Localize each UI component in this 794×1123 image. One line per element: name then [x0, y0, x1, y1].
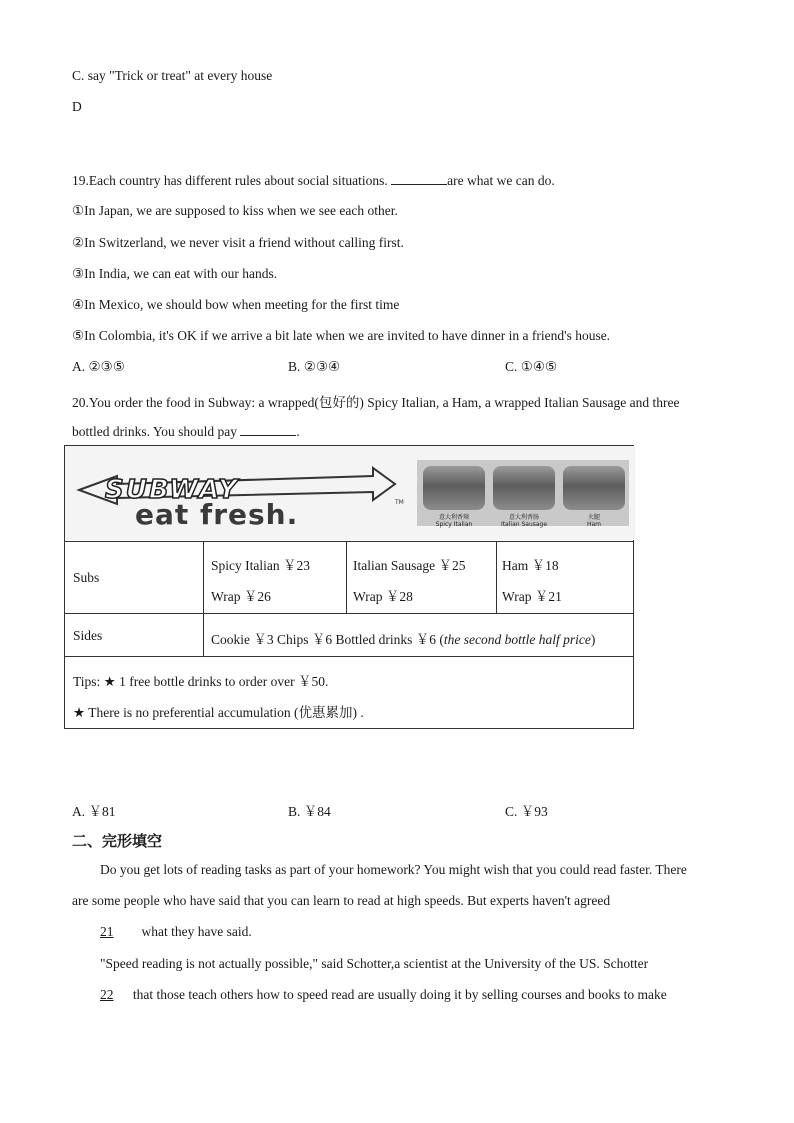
passage-p1-line3 — [72, 924, 252, 940]
q19-item-2: ②In Switzerland, we never visit a friend without calling first. — [72, 235, 404, 250]
caption-ham: 火腿 Ham — [586, 514, 602, 528]
q20-option-b: B. ￥84 — [288, 804, 331, 819]
passage-p1-line2: are some people who have said that you can learn to read at high speeds. But experts haven't agreed — [72, 893, 611, 908]
subs-label: Subs — [73, 570, 100, 585]
caption-spicy-italian: 意大利香辣 Spicy Italian — [435, 514, 473, 528]
sides-label: Sides — [73, 628, 103, 643]
sides-note: the second bottle half price — [443, 632, 591, 647]
caption-italian-sausage: 意大利香肠 Italian Sausage — [500, 514, 548, 528]
blank-21: 21 — [100, 924, 114, 939]
q20-stem-line2 — [72, 423, 300, 440]
subway-menu-table — [64, 445, 634, 729]
q19-option-a: A. ②③⑤ — [72, 359, 125, 374]
table-divider — [65, 613, 633, 614]
subway-banner — [65, 446, 635, 540]
sub-spicy-italian-wrap: Wrap ￥26 — [211, 589, 271, 604]
q20-line2-after: . — [296, 424, 300, 439]
blank-22: 22 — [100, 987, 114, 1002]
sub-spicy-italian-price: Spicy Italian ￥23 — [211, 558, 310, 573]
trademark: TM — [395, 499, 404, 506]
table-divider — [346, 541, 347, 613]
q19-stem-after: are what we can do. — [447, 173, 555, 188]
q19-stem — [72, 172, 555, 189]
ham-photo — [563, 466, 625, 510]
passage-p2-line1: "Speed reading is not actually possible," said Schotter,a scientist at the University of the US. Schotter — [100, 956, 649, 971]
tips-line-2: ★ There is no preferential accumulation (优惠累加) . — [73, 705, 364, 720]
passage-p2-line2 — [72, 987, 667, 1003]
q18-option-c: C. say "Trick or treat" at every house — [72, 68, 273, 83]
q19-item-1: ①In Japan, we are supposed to kiss when we see each other. — [72, 203, 398, 218]
sandwich-photos — [417, 460, 629, 526]
sub-ham-price: Ham ￥18 — [502, 558, 559, 573]
sub-ham-wrap: Wrap ￥21 — [502, 589, 562, 604]
q19-option-b: B. ②③④ — [288, 359, 341, 374]
q19-stem-before: 19.Each country has different rules about social situations. — [72, 173, 392, 188]
table-divider — [65, 656, 633, 657]
table-divider — [203, 541, 204, 656]
q19-item-4: ④In Mexico, we should bow when meeting for the first time — [72, 297, 400, 312]
q19-item-5: ⑤In Colombia, it's OK if we arrive a bit late when we are invited to have dinner in a friend's house. — [72, 328, 611, 343]
answer-blank — [240, 423, 296, 436]
sub-italian-sausage-wrap: Wrap ￥28 — [353, 589, 413, 604]
sub-italian-sausage-price: Italian Sausage ￥25 — [353, 558, 466, 573]
q20-line2-before: bottled drinks. You should pay — [72, 424, 241, 439]
italian-sausage-photo — [493, 466, 555, 510]
passage-p2-line2-text: that those teach others how to speed read are usually doing it by selling courses and books to make — [129, 987, 667, 1002]
section-title: 二、完形填空 — [72, 832, 163, 850]
tips-line-1: Tips: ★ 1 free bottle drinks to order over ￥50. — [73, 674, 329, 689]
q20-stem-line1: 20.You order the food in Subway: a wrapped(包好的) Spicy Italian, a Ham, a wrapped Italian Sausage and three — [72, 395, 680, 410]
logo-word: SUBWAY — [105, 475, 239, 505]
subway-logo — [65, 446, 415, 540]
answer-blank — [391, 172, 447, 185]
q20-option-c: C. ￥93 — [505, 804, 548, 819]
q18-option-d: D — [72, 99, 82, 114]
spicy-italian-photo — [423, 466, 485, 510]
q20-option-a: A. ￥81 — [72, 804, 116, 819]
table-divider — [65, 541, 633, 542]
q19-option-c: C. ①④⑤ — [505, 359, 558, 374]
sides-items: Cookie ￥3 Chips ￥6 Bottled drinks ￥6 (the second bottle half price) — [211, 632, 596, 647]
passage-p1-line1: Do you get lots of reading tasks as part of your homework? You might wish that you could read faster. There — [100, 862, 687, 877]
passage-p1-line3-text: what they have said. — [141, 924, 252, 939]
slogan: eat fresh. — [135, 498, 299, 531]
table-divider — [496, 541, 497, 613]
q19-item-3: ③In India, we can eat with our hands. — [72, 266, 278, 281]
